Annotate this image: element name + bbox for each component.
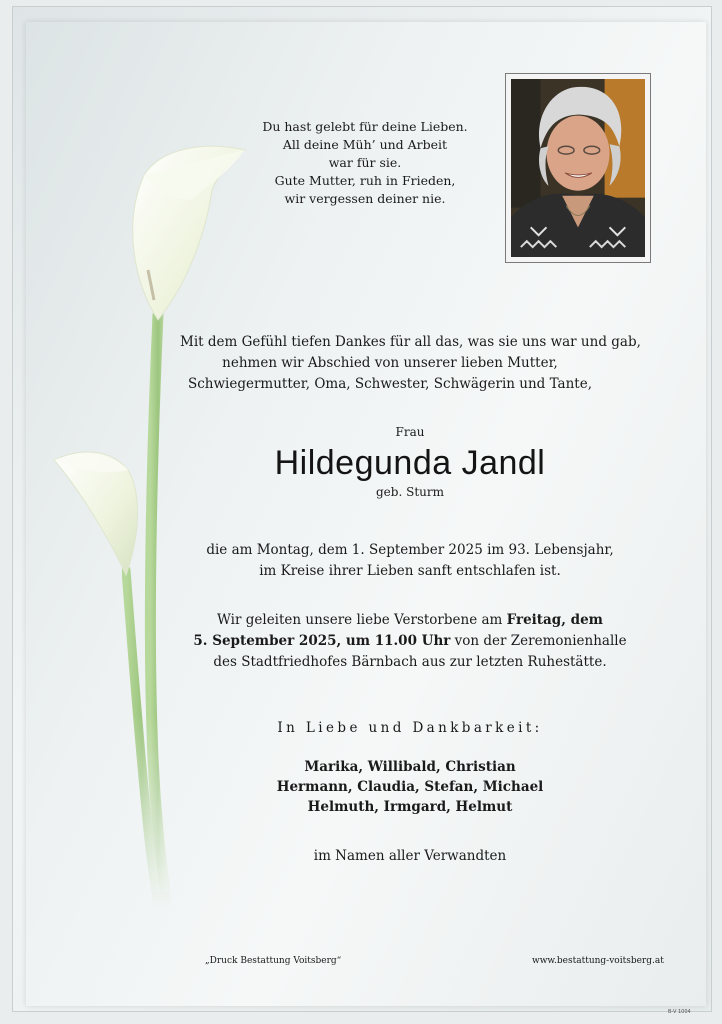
funeral-text: Wir geleiten unsere liebe Verstorbene am	[217, 612, 507, 628]
poem-line: war für sie.	[328, 155, 402, 170]
funeral-line-2	[190, 631, 630, 652]
funeral-date-time: 5. September 2025, um 11.00 Uhr	[193, 633, 451, 649]
intro-text	[180, 332, 641, 395]
family-line: Marika, Willibald, Christian	[304, 759, 516, 775]
funeral-line-1	[190, 610, 630, 631]
poem-line: wir vergessen deiner nie.	[284, 191, 446, 206]
death-notice-line: die am Montag, dem 1. September 2025 im 93. Lebensjahr,	[206, 542, 614, 558]
calla-lily-illustration	[40, 130, 270, 910]
poem	[240, 118, 490, 208]
family-list	[260, 757, 560, 817]
funeral-day: Freitag, dem	[506, 612, 603, 628]
website-link[interactable]: www.bestattung-voitsberg.at	[532, 956, 664, 966]
salutation: Frau	[395, 425, 425, 439]
death-notice	[200, 540, 620, 582]
printer-credit: „Druck Bestattung Voitsberg“	[205, 956, 342, 966]
intro-line: Schwiegermutter, Oma, Schwester, Schwägerin und Tante,	[187, 376, 592, 392]
funeral-line-3: des Stadtfriedhofes Bärnbach aus zur letzten Ruhestätte.	[213, 654, 607, 670]
intro-line: Mit dem Gefühl tiefen Dankes für all das, was sie uns war und gab,	[180, 334, 641, 350]
birth-name: geb. Sturm	[376, 485, 444, 499]
poem-line: All deine Müh’ und Arbeit	[282, 137, 448, 152]
poem-line: Du hast gelebt für deine Lieben.	[262, 119, 468, 134]
portrait-photo	[505, 73, 651, 263]
deceased-name: Hildegunda Jandl	[274, 444, 546, 482]
family-line: Hermann, Claudia, Stefan, Michael	[276, 779, 544, 795]
intro-line: nehmen wir Abschied von unserer lieben Mutter,	[222, 355, 558, 371]
poem-line: Gute Mutter, ruh in Frieden,	[274, 173, 456, 188]
funeral-details	[190, 610, 630, 673]
document-code: B-V 1004	[668, 1009, 691, 1015]
family-line: Helmuth, Irmgard, Helmut	[307, 799, 513, 815]
relatives-line: im Namen aller Verwandten	[313, 848, 507, 864]
death-notice-line: im Kreise ihrer Lieben sanft entschlafen ist.	[259, 563, 561, 579]
funeral-text: von der Zeremonienhalle	[450, 633, 627, 649]
gratitude-heading: In Liebe und Dankbarkeit:	[277, 720, 543, 736]
